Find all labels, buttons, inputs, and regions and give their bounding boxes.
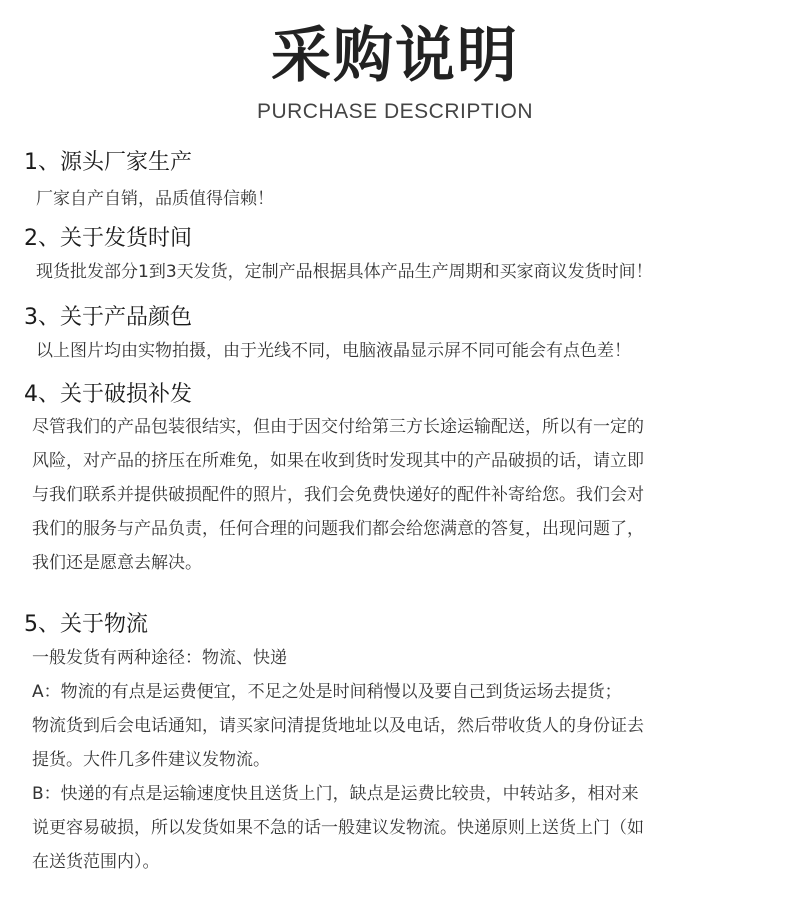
paragraph-line: 与我们联系并提供破损配件的照片，我们会免费快递好的配件补寄给您。我们会对 — [32, 485, 644, 505]
section-heading-source-factory: 1、源头厂家生产 — [24, 150, 192, 175]
section-body-logistics — [32, 641, 758, 879]
paragraph-line: 说更容易破损，所以发货如果不急的话一般建议发物流。快递原则上送货上门（如 — [32, 818, 644, 838]
paragraph-line: 尽管我们的产品包装很结实，但由于因交付给第三方长途运输配送，所以有一定的 — [32, 417, 644, 437]
paragraph-line: 风险，对产品的挤压在所难免，如果在收到货时发现其中的产品破损的话，请立即 — [32, 451, 644, 471]
page-subtitle: PURCHASE DESCRIPTION — [256, 100, 534, 123]
section-text-shipping-time: 现货批发部分1到3天发货，定制产品根据具体产品生产周期和买家商议发货时间！ — [36, 262, 653, 282]
section-text-source-factory: 厂家自产自销，品质值得信赖！ — [36, 189, 274, 209]
section-heading-damage-replacement: 4、关于破损补发 — [24, 382, 192, 407]
section-text-product-color: 以上图片均由实物拍摄，由于光线不同，电脑液晶显示屏不同可能会有点色差！ — [36, 341, 631, 361]
section-heading-shipping-time: 2、关于发货时间 — [24, 226, 192, 251]
page-title: 采购说明 — [271, 21, 519, 91]
paragraph-line: 我们还是愿意去解决。 — [32, 553, 202, 573]
section-heading-product-color: 3、关于产品颜色 — [24, 305, 192, 330]
paragraph-line: 物流货到后会电话通知，请买家问清提货地址以及电话，然后带收货人的身份证去 — [32, 716, 644, 736]
paragraph-line: 我们的服务与产品负责，任何合理的问题我们都会给您满意的答复，出现问题了， — [32, 519, 644, 539]
section-heading-logistics: 5、关于物流 — [24, 612, 148, 637]
paragraph-line: 一般发货有两种途径：物流、快递 — [32, 648, 287, 668]
paragraph-line: B：快递的有点是运输速度快且送货上门，缺点是运费比较贵，中转站多，相对来 — [32, 784, 639, 804]
section-body-damage-replacement — [32, 410, 758, 580]
paragraph-line: A：物流的有点是运费便宜，不足之处是时间稍慢以及要自己到货运场去提货； — [32, 682, 622, 702]
paragraph-line: 提货。大件几多件建议发物流。 — [32, 750, 270, 770]
paragraph-line: 在送货范围内）。 — [32, 852, 160, 872]
